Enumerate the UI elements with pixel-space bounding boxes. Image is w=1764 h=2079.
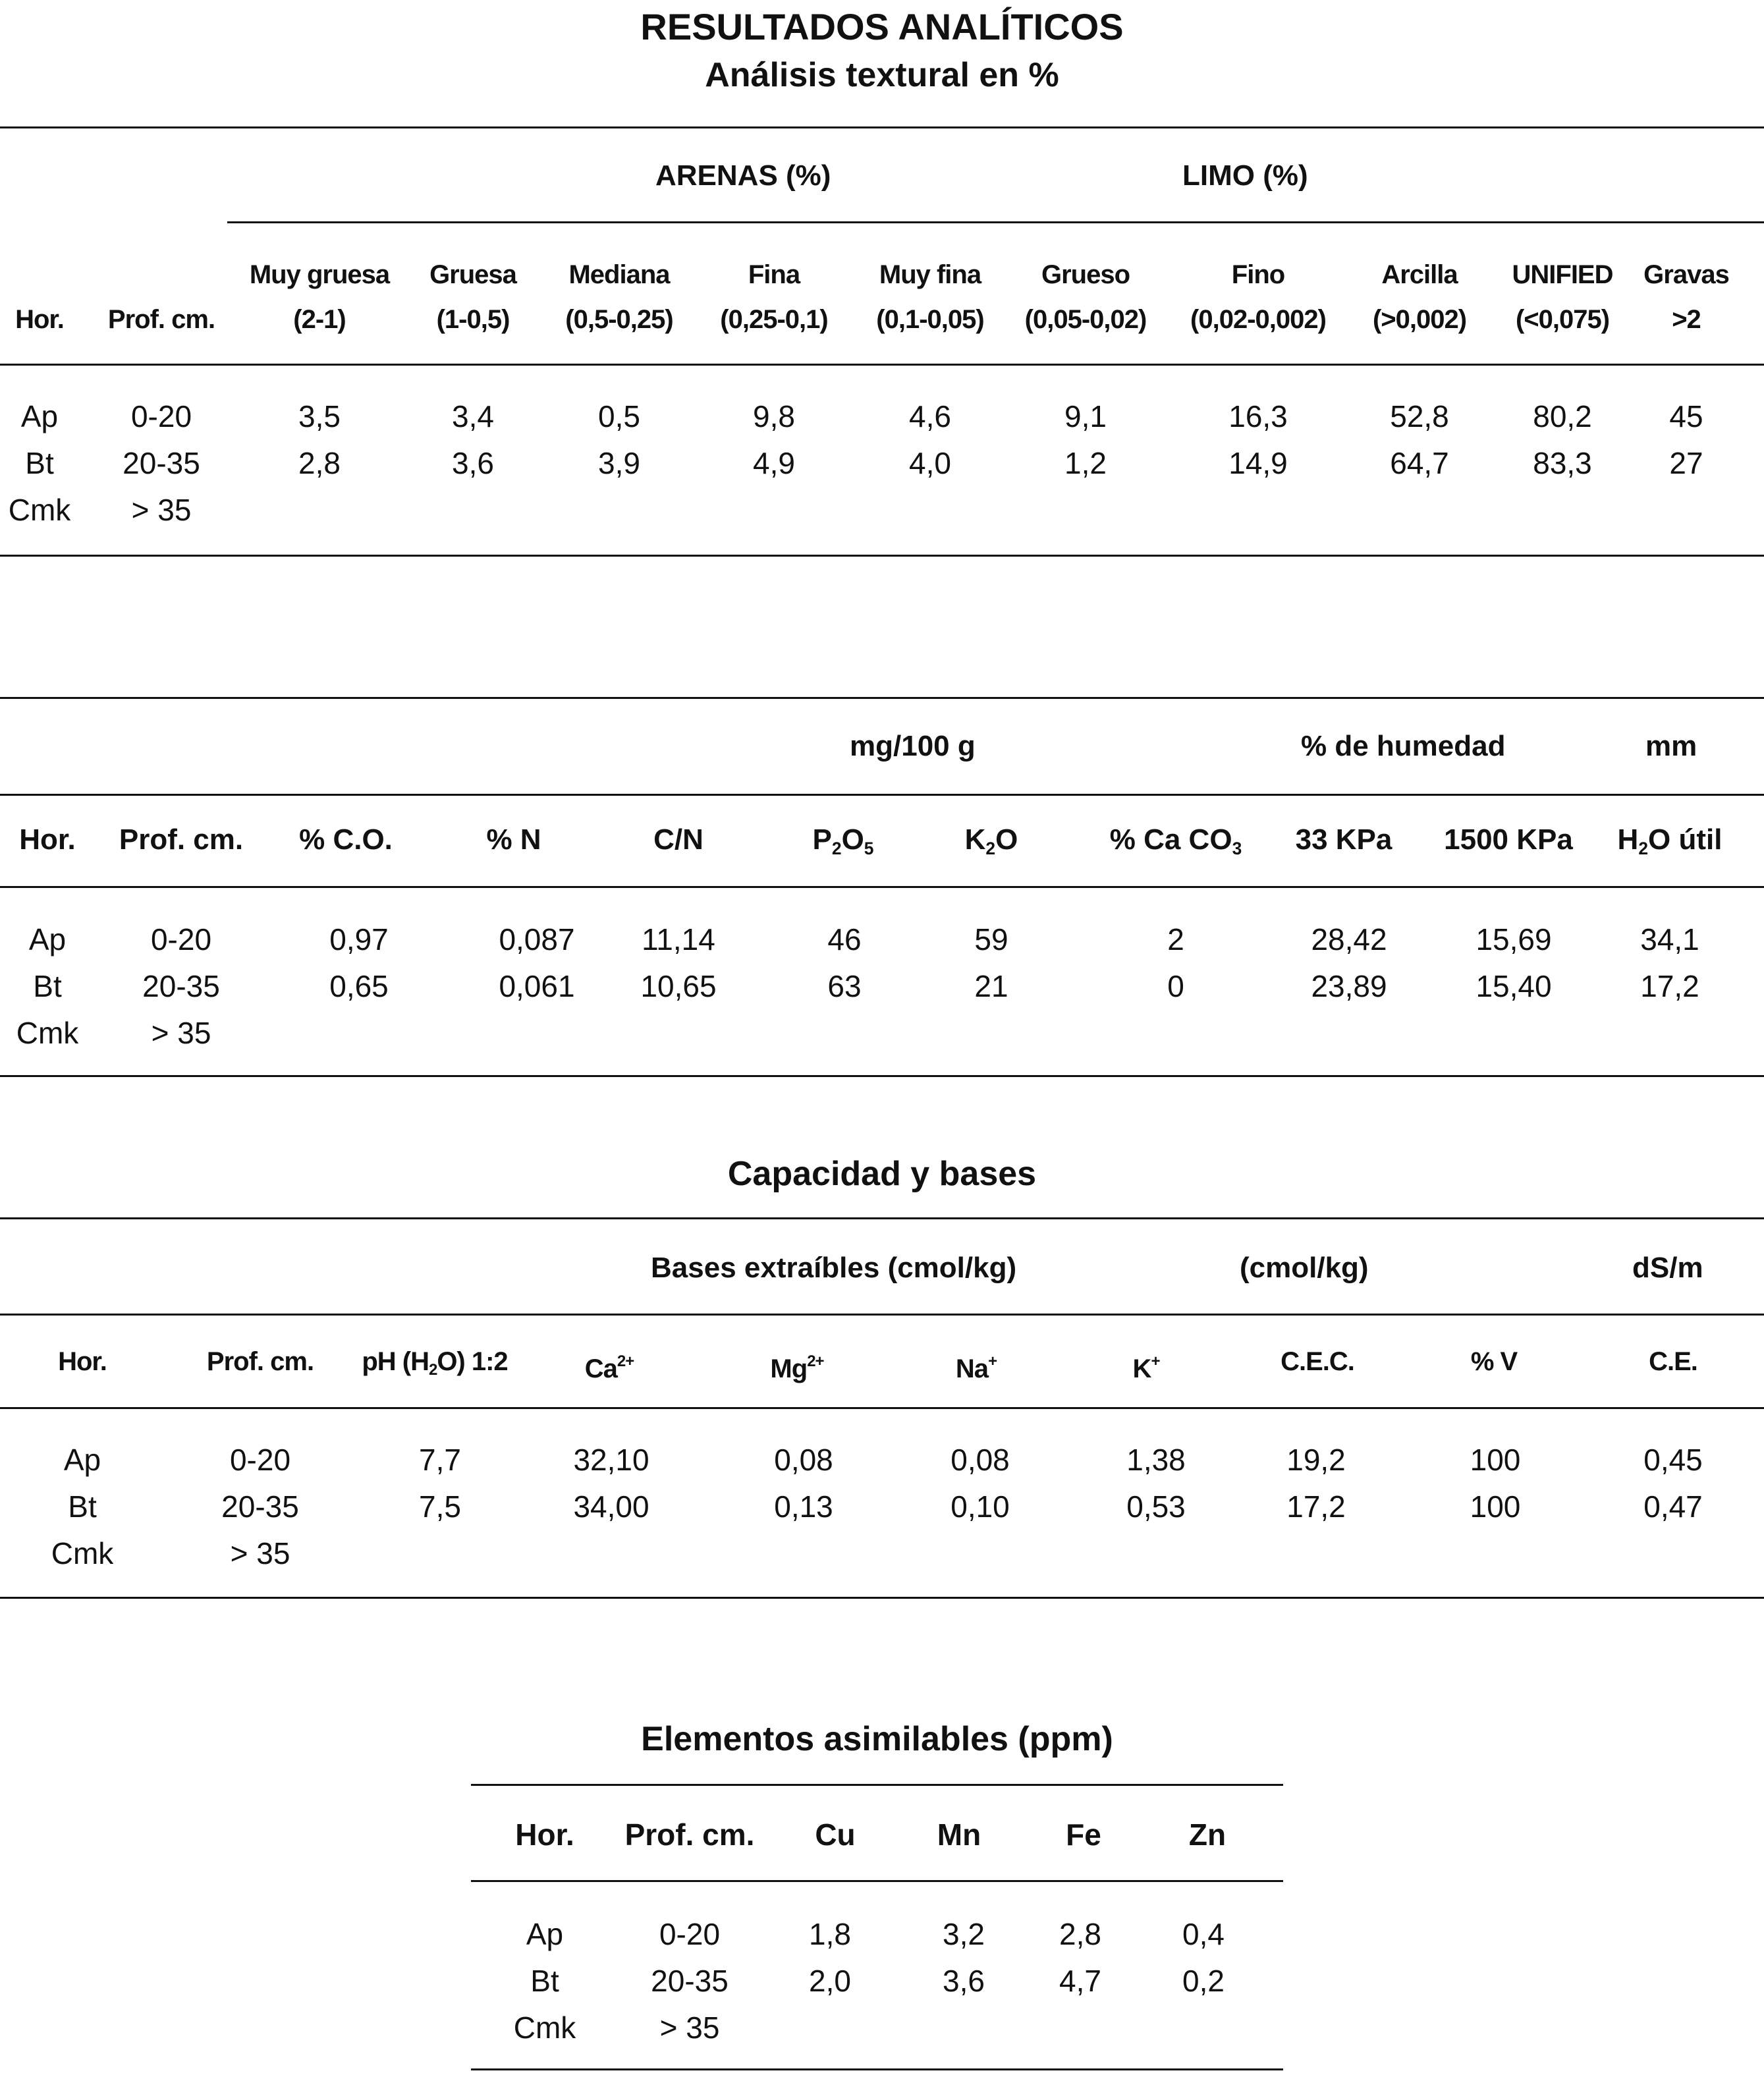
chemical-cell: 15,40 (1475, 969, 1552, 1003)
elementos-cell: 3,2 (943, 1917, 985, 1951)
chemical-col-header (422, 817, 606, 863)
textural-cell: 52,8 (1390, 399, 1449, 433)
chemical-col-header (1084, 817, 1268, 872)
textural-cell: 14,9 (1228, 446, 1288, 480)
chemical-col-header (89, 817, 273, 863)
capacidad-col-header-superscript: 2+ (807, 1352, 824, 1370)
textural-cell: 4,9 (753, 446, 795, 480)
chemical-cell: 2 (1167, 922, 1184, 956)
capacidad-group-bases: Bases extraíbles (cmol/kg) (651, 1252, 1017, 1284)
chemical-col-header-text: Prof. cm. (119, 823, 244, 856)
elementos-cell: 0-20 (659, 1917, 721, 1951)
chemical-cell: 0,087 (499, 922, 575, 956)
chemical-col-header-text: % Ca CO (1109, 823, 1232, 856)
textural-col-header-top: Fina (748, 260, 800, 289)
capacidad-cell: 19,2 (1286, 1443, 1346, 1477)
chemical-cell: 0,061 (499, 969, 575, 1003)
textural-cell: 9,8 (753, 399, 795, 433)
textural-header-rule (0, 364, 1764, 366)
textural-cell: 2,8 (298, 446, 341, 480)
elementos-col-header: Fe (1066, 1817, 1101, 1852)
capacidad-col-header-text: C.E.C. (1281, 1347, 1354, 1376)
textural-col-header-top: Arcilla (1381, 260, 1458, 289)
chemical-cell: 59 (974, 922, 1008, 956)
capacidad-col-header-superscript: + (1151, 1352, 1160, 1370)
chemical-cell: 46 (827, 922, 862, 956)
chemical-cell: 11,14 (642, 922, 715, 956)
textural-cell: 20-35 (123, 446, 200, 480)
capacidad-cell: 0,08 (774, 1443, 833, 1477)
textural-col-header-bottom: (0,05-0,02) (1024, 305, 1147, 334)
elementos-cell: 1,8 (809, 1917, 851, 1951)
elementos-cell: 2,8 (1059, 1917, 1101, 1951)
chemical-group-humedad: % de humedad (1301, 730, 1506, 762)
capacidad-group-cmol: (cmol/kg) (1240, 1252, 1369, 1284)
chemical-col-header-text: P (812, 823, 832, 856)
textural-col-header-bottom: (0,02-0,002) (1190, 305, 1326, 334)
textural-col-header-bottom: (0,5-0,25) (565, 305, 673, 334)
elementos-col-header: Mn (937, 1817, 981, 1852)
capacidad-cell: 0,47 (1643, 1489, 1703, 1524)
capacidad-cell: Ap (63, 1443, 101, 1477)
capacidad-col-header-superscript: + (988, 1352, 997, 1370)
capacidad-col-header (343, 1339, 527, 1393)
chemical-cell: 15,69 (1475, 922, 1552, 956)
textural-cell: 83,3 (1533, 446, 1592, 480)
capacidad-cell: 34,00 (573, 1489, 649, 1524)
capacidad-cell: 100 (1470, 1443, 1521, 1477)
chemical-cell: 63 (827, 969, 862, 1003)
chemical-col-header-subscript: 2 (1638, 838, 1649, 858)
chemical-col-header (899, 817, 1084, 872)
capacidad-cell: 20-35 (221, 1489, 299, 1524)
textural-cell: 4,0 (909, 446, 951, 480)
capacidad-cell: Bt (68, 1489, 97, 1524)
textural-col-header-top: Grueso (1041, 260, 1130, 289)
textural-bottom-rule (0, 555, 1764, 557)
textural-cell: 80,2 (1533, 399, 1592, 433)
textural-col-header-bottom: (2-1) (293, 305, 346, 334)
textural-cell: 0,5 (598, 399, 640, 433)
capacidad-bottom-rule (0, 1597, 1764, 1599)
capacidad-cell: 32,10 (573, 1443, 649, 1477)
textural-col-header-top: Gruesa (429, 260, 516, 289)
chemical-cell: Ap (28, 922, 67, 956)
elementos-col-header: Hor. (515, 1817, 574, 1852)
chemical-bottom-rule (0, 1075, 1764, 1077)
textural-col-header-bottom: (<0,075) (1515, 305, 1610, 334)
chemical-col-header-text-after: O útil (1648, 823, 1723, 856)
chemical-cell: 0,97 (329, 922, 389, 956)
textural-cell: 3,9 (598, 446, 640, 480)
chemical-header-rule (0, 886, 1764, 888)
textural-col-header-top: UNIFIED (1512, 260, 1613, 289)
chemical-col-header-subscript-2: 5 (864, 838, 874, 858)
chemical-cell: Cmk (16, 1016, 79, 1050)
capacidad-cell: 0,45 (1643, 1443, 1703, 1477)
capacidad-cell: 0,10 (951, 1489, 1010, 1524)
chemical-col-header (254, 817, 438, 863)
elementos-cell: Bt (530, 1964, 559, 1998)
textural-group-limo: LIMO (%) (1182, 159, 1308, 192)
chemical-cell: 17,2 (1640, 969, 1699, 1003)
capacidad-group-ds: dS/m (1632, 1252, 1703, 1284)
capacidad-cell: 7,5 (419, 1489, 461, 1524)
chemical-col-header (1252, 817, 1436, 863)
elementos-col-header: Cu (815, 1817, 856, 1852)
chemical-cell: 10,65 (640, 969, 717, 1003)
capacidad-col-header-text: Ca (584, 1354, 617, 1383)
textural-cell: 0-20 (130, 399, 192, 433)
capacidad-col-header-text: Na (955, 1354, 989, 1383)
elementos-cell: 3,6 (943, 1964, 985, 1998)
textural-cell: Ap (20, 399, 59, 433)
chemical-group-rule (0, 794, 1764, 796)
chemical-col-header-text: % N (486, 823, 541, 856)
chemical-cell: 28,42 (1311, 922, 1387, 956)
capacidad-col-header-subscript: 2 (428, 1361, 437, 1379)
chemical-col-header-text: 1500 KPa (1444, 823, 1573, 856)
chemical-cell: 34,1 (1640, 922, 1699, 956)
elementos-cell: Cmk (513, 2010, 576, 2045)
chemical-col-header-subscript: 3 (1232, 838, 1242, 858)
capacidad-cell: 0,08 (951, 1443, 1010, 1477)
elementos-col-header: Prof. cm. (624, 1817, 755, 1852)
textural-cell: 45 (1669, 399, 1703, 433)
textural-col-header-bottom: Hor. (15, 305, 64, 334)
textural-top-rule (0, 126, 1764, 128)
chemical-col-header-text: H (1617, 823, 1639, 856)
chemical-cell: > 35 (151, 1016, 211, 1050)
elementos-cell: 4,7 (1059, 1964, 1101, 1998)
capacidad-col-header (884, 1339, 1068, 1392)
capacidad-col-header (168, 1339, 352, 1385)
elementos-col-header: Zn (1188, 1817, 1227, 1852)
elementos-header-rule (471, 1880, 1283, 1882)
chemical-col-header (586, 817, 771, 863)
chemical-col-header (1416, 817, 1601, 863)
capacidad-cell: Cmk (51, 1536, 114, 1570)
capacidad-col-header (1054, 1339, 1238, 1392)
capacidad-col-header (1225, 1339, 1410, 1385)
capacidad-col-header-text-after: O) 1:2 (437, 1347, 508, 1376)
capacidad-col-header-superscript: 2+ (617, 1352, 634, 1370)
capacidad-col-header-text: Hor. (58, 1347, 107, 1376)
capacidad-col-header (0, 1339, 175, 1385)
textural-col-header-top: Muy fina (879, 260, 981, 289)
chemical-cell: 0 (1167, 969, 1184, 1003)
textural-cell: 3,4 (452, 399, 494, 433)
textural-cell: Cmk (8, 493, 71, 527)
textural-cell: 1,2 (1064, 446, 1107, 480)
chemical-cell: 0-20 (150, 922, 212, 956)
elementos-cell: 0,2 (1182, 1964, 1225, 1998)
capacidad-col-header-text: K (1132, 1354, 1151, 1383)
elementos-cell: Ap (526, 1917, 564, 1951)
elementos-top-rule (471, 1784, 1283, 1786)
capacidad-col-header-text: % V (1470, 1347, 1518, 1376)
textural-group-rule (227, 221, 1764, 223)
capacidad-col-header-text: Mg (770, 1354, 808, 1383)
textural-col-header-top: Fino (1231, 260, 1285, 289)
capacidad-cell: > 35 (230, 1536, 290, 1570)
page-title: RESULTADOS ANALÍTICOS (640, 6, 1124, 47)
capacidad-cell: 1,38 (1126, 1443, 1186, 1477)
elementos-cell: > 35 (659, 2010, 720, 2045)
elementos-cell: 0,4 (1182, 1917, 1225, 1951)
textural-col-header-bottom: (0,25-0,1) (720, 305, 828, 334)
chemical-col-header-text: % C.O. (299, 823, 393, 856)
textural-col-header-bottom: (0,1-0,05) (876, 305, 984, 334)
textural-group-arenas: ARENAS (%) (655, 159, 831, 192)
chemical-col-header-text: 33 KPa (1295, 823, 1392, 856)
textural-col-header-top: Gravas (1643, 260, 1729, 289)
capacidad-group-rule (0, 1314, 1764, 1316)
chemical-col-header-subscript: 2 (985, 838, 996, 858)
capacidad-cell: 0-20 (229, 1443, 291, 1477)
chemical-col-header-text: C/N (653, 823, 703, 856)
chemical-group-mm: mm (1645, 730, 1697, 762)
elementos-cell: 2,0 (809, 1964, 851, 1998)
textural-cell: 9,1 (1064, 399, 1107, 433)
capacidad-title: Capacidad y bases (727, 1155, 1037, 1193)
textural-col-header-bottom: Prof. cm. (107, 305, 215, 334)
chemical-col-header-text: Hor. (19, 823, 76, 856)
chemical-group-mg: mg/100 g (850, 730, 976, 762)
capacidad-col-header-text: Prof. cm. (206, 1347, 314, 1376)
capacidad-col-header (1402, 1339, 1586, 1385)
chemical-cell: 23,89 (1311, 969, 1387, 1003)
textural-cell: 64,7 (1390, 446, 1449, 480)
capacidad-cell: 0,53 (1126, 1489, 1186, 1524)
capacidad-top-rule (0, 1217, 1764, 1219)
chemical-cell: 20-35 (142, 969, 220, 1003)
textural-cell: 27 (1669, 446, 1703, 480)
textural-cell: 3,6 (452, 446, 494, 480)
capacidad-cell: 7,7 (419, 1443, 461, 1477)
capacidad-col-header-text: C.E. (1649, 1347, 1697, 1376)
page-subtitle: Análisis textural en % (705, 56, 1059, 94)
textural-col-header-bottom: (1-0,5) (436, 305, 510, 334)
textural-col-header-top: Muy gruesa (249, 260, 390, 289)
chemical-cell: 21 (974, 969, 1008, 1003)
capacidad-header-rule (0, 1407, 1764, 1409)
chemical-cell: 0,65 (329, 969, 389, 1003)
elementos-cell: 20-35 (651, 1964, 729, 1998)
capacidad-col-header (1581, 1339, 1764, 1385)
chemical-col-header-text: K (964, 823, 986, 856)
capacidad-col-header (705, 1339, 889, 1392)
chemical-col-header (1578, 817, 1762, 872)
textural-col-header-bottom: >2 (1672, 305, 1701, 334)
textural-cell: > 35 (131, 493, 192, 527)
textural-col-header-top: Mediana (568, 260, 670, 289)
capacidad-cell: 0,13 (774, 1489, 833, 1524)
textural-cell: Bt (25, 446, 54, 480)
chemical-col-header-subscript: 2 (831, 838, 842, 858)
capacidad-col-header-text: pH (H (362, 1347, 429, 1376)
elementos-title: Elementos asimilables (ppm) (641, 1720, 1113, 1758)
textural-col-header-bottom: (>0,002) (1372, 305, 1467, 334)
textural-cell: 3,5 (298, 399, 341, 433)
capacidad-col-header (517, 1339, 702, 1392)
capacidad-cell: 17,2 (1286, 1489, 1346, 1524)
chemical-cell: Bt (33, 969, 62, 1003)
elementos-bottom-rule (471, 2068, 1283, 2070)
textural-cell: 16,3 (1228, 399, 1288, 433)
capacidad-cell: 100 (1470, 1489, 1521, 1524)
chemical-col-header-text-after: O (841, 823, 864, 856)
chemical-top-rule (0, 697, 1764, 699)
textural-cell: 4,6 (909, 399, 951, 433)
chemical-col-header-text-after: O (995, 823, 1018, 856)
